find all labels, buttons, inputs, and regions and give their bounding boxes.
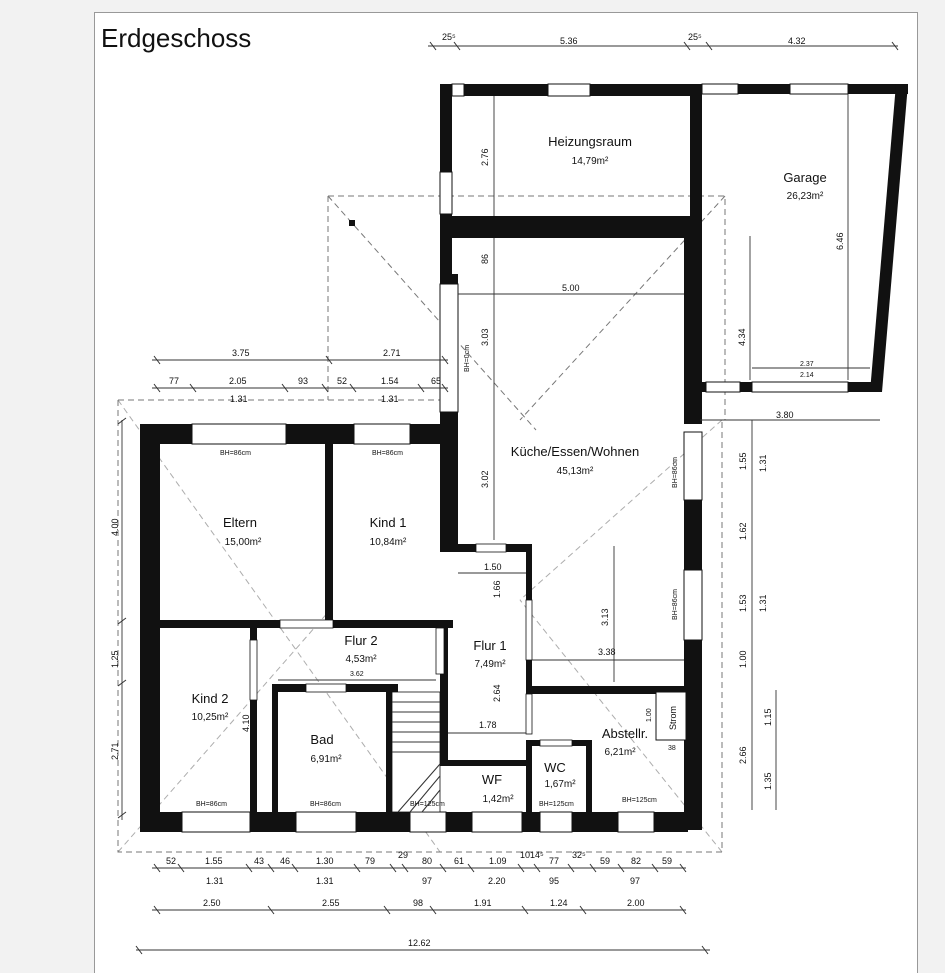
dim-label: 3.03 — [480, 328, 490, 346]
dim-label: 32⁵ — [572, 850, 586, 860]
dim-label: 4⁵ — [535, 850, 544, 860]
dim-label: 1.31 — [206, 876, 224, 886]
dim-label: 80 — [422, 856, 433, 866]
room-name-flur1: Flur 1 — [473, 638, 507, 653]
dim-label: 77 — [169, 376, 180, 386]
door-openings — [250, 544, 686, 746]
dimension-labels — [110, 32, 845, 948]
dim-label: 1.66 — [492, 580, 502, 598]
dim-label: 4.10 — [241, 714, 251, 732]
room-name-bad: Bad — [310, 732, 334, 747]
room-name-wf: WF — [481, 772, 503, 787]
dim-label: 4.32 — [788, 36, 806, 46]
note-bh86: BH=86cm — [672, 589, 679, 620]
room-name-kind1: Kind 1 — [369, 515, 407, 530]
dim-label: 12.62 — [408, 938, 431, 948]
dim-label: 61 — [454, 856, 465, 866]
room-name-eltern: Eltern — [223, 515, 257, 530]
dim-label: 1.54 — [381, 376, 399, 386]
column-marker — [349, 220, 355, 226]
dim-label: 1.09 — [489, 856, 507, 866]
dim-label: 25⁵ — [688, 32, 702, 42]
dim-label: 95 — [549, 876, 560, 886]
room-area-garage: 26,23m² — [786, 191, 824, 202]
dim-label: 82 — [631, 856, 642, 866]
dim-label: 52 — [166, 856, 177, 866]
dim-label: 6.46 — [835, 232, 845, 250]
room-area-flur1: 7,49m² — [474, 659, 506, 670]
dim-label: 59 — [600, 856, 611, 866]
dim-label: 1.53 — [738, 594, 748, 612]
note-bh86: BH=86cm — [220, 450, 251, 457]
dim-label: 2.05 — [229, 376, 247, 386]
dim-label: 5.36 — [560, 36, 578, 46]
dim-label: 1.31 — [381, 394, 399, 404]
dim-label: 2.55 — [322, 898, 340, 908]
dim-label: 1.31 — [316, 876, 334, 886]
dim-label: 3.80 — [776, 410, 794, 420]
dim-label: 2.00 — [627, 898, 645, 908]
dim-label: 38 — [668, 745, 676, 752]
dim-label: 79 — [365, 856, 376, 866]
note-bh0: BH=0cm — [464, 344, 471, 372]
room-area-wc: 1,67m² — [544, 779, 576, 790]
dim-label: 3.38 — [598, 647, 616, 657]
dim-label: 1.15 — [763, 708, 773, 726]
dim-label: 98 — [413, 898, 424, 908]
room-area-kind1: 10,84m² — [369, 537, 407, 548]
dim-label: 1.30 — [316, 856, 334, 866]
dim-label: 1.55 — [738, 452, 748, 470]
note-bh86: BH=86cm — [310, 801, 341, 808]
note-bh86: BH=86cm — [196, 801, 227, 808]
note-bh86: BH=86cm — [672, 457, 679, 488]
room-name-kueche: Küche/Essen/Wohnen — [510, 444, 640, 459]
note-bh125: BH=125cm — [622, 797, 657, 804]
dim-label: 2.64 — [492, 684, 502, 702]
dim-label: 2.50 — [203, 898, 221, 908]
dim-label: 4.34 — [737, 328, 747, 346]
dim-label: 1.31 — [758, 594, 768, 612]
dim-label: 93 — [298, 376, 309, 386]
dim-label: 1.50 — [484, 562, 502, 572]
dim-label: 1.25 — [110, 650, 120, 668]
room-area-wf: 1,42m² — [482, 794, 514, 805]
dim-label: 86 — [480, 253, 490, 264]
dim-label: 2.20 — [488, 876, 506, 886]
dim-label: 101 — [520, 850, 536, 860]
room-area-heizung: 14,79m² — [571, 156, 609, 167]
room-area-abstellr: 6,21m² — [604, 747, 636, 758]
dim-label: 77 — [549, 856, 560, 866]
room-area-eltern: 15,00m² — [224, 537, 262, 548]
dim-label: 97 — [630, 876, 641, 886]
dim-label: 3.13 — [600, 608, 610, 626]
room-area-kueche: 45,13m² — [556, 466, 594, 477]
plan-title: Erdgeschoss — [101, 23, 252, 53]
dim-label: 1.00 — [738, 650, 748, 668]
note-bh125: BH=125cm — [410, 801, 445, 808]
dim-label: 2.71 — [383, 348, 401, 358]
dim-label: 4.00 — [110, 518, 120, 536]
dim-label: 46 — [280, 856, 291, 866]
room-name-heizung: Heizungsraum — [548, 134, 632, 149]
dim-label: 5.00 — [562, 283, 580, 293]
room-name-garage: Garage — [783, 170, 827, 185]
dim-label: 3.62 — [350, 671, 364, 678]
dim-label: 59 — [662, 856, 673, 866]
room-name-wc: WC — [544, 760, 566, 775]
note-strom: Strom — [668, 705, 678, 730]
staircase — [392, 692, 440, 812]
dim-label: 1.62 — [738, 522, 748, 540]
dim-label: 3.02 — [480, 470, 490, 488]
dim-label: 1.35 — [763, 772, 773, 790]
room-area-flur2: 4,53m² — [345, 654, 377, 665]
room-name-flur2: Flur 2 — [344, 633, 378, 648]
dim-label: 1.91 — [474, 898, 492, 908]
dim-label: 43 — [254, 856, 265, 866]
room-name-abstellr: Abstellr. — [601, 726, 649, 741]
dim-label: 52 — [337, 376, 348, 386]
dim-label: 1.55 — [205, 856, 223, 866]
room-area-bad: 6,91m² — [310, 754, 342, 765]
dim-label: 1.31 — [230, 394, 248, 404]
dim-label: 2.66 — [738, 746, 748, 764]
note-bh125: BH=125cm — [539, 801, 574, 808]
dim-label: 25⁵ — [442, 32, 456, 42]
dim-label: 1.24 — [550, 898, 568, 908]
dim-label: 97 — [422, 876, 433, 886]
dim-label: 2.14 — [800, 372, 814, 379]
room-name-kind2: Kind 2 — [191, 691, 229, 706]
room-area-kind2: 10,25m² — [191, 712, 229, 723]
dim-label: 1.78 — [479, 720, 497, 730]
dim-label: 65 — [431, 376, 442, 386]
dim-label: 1.00 — [646, 708, 653, 722]
dim-label: 2.37 — [800, 361, 814, 368]
dim-label: 3.75 — [232, 348, 250, 358]
dim-label: 29 — [398, 850, 409, 860]
note-bh86: BH=86cm — [372, 450, 403, 457]
dim-label: 1.31 — [758, 454, 768, 472]
dim-label: 2.76 — [480, 148, 490, 166]
dim-label: 2.71 — [110, 742, 120, 760]
